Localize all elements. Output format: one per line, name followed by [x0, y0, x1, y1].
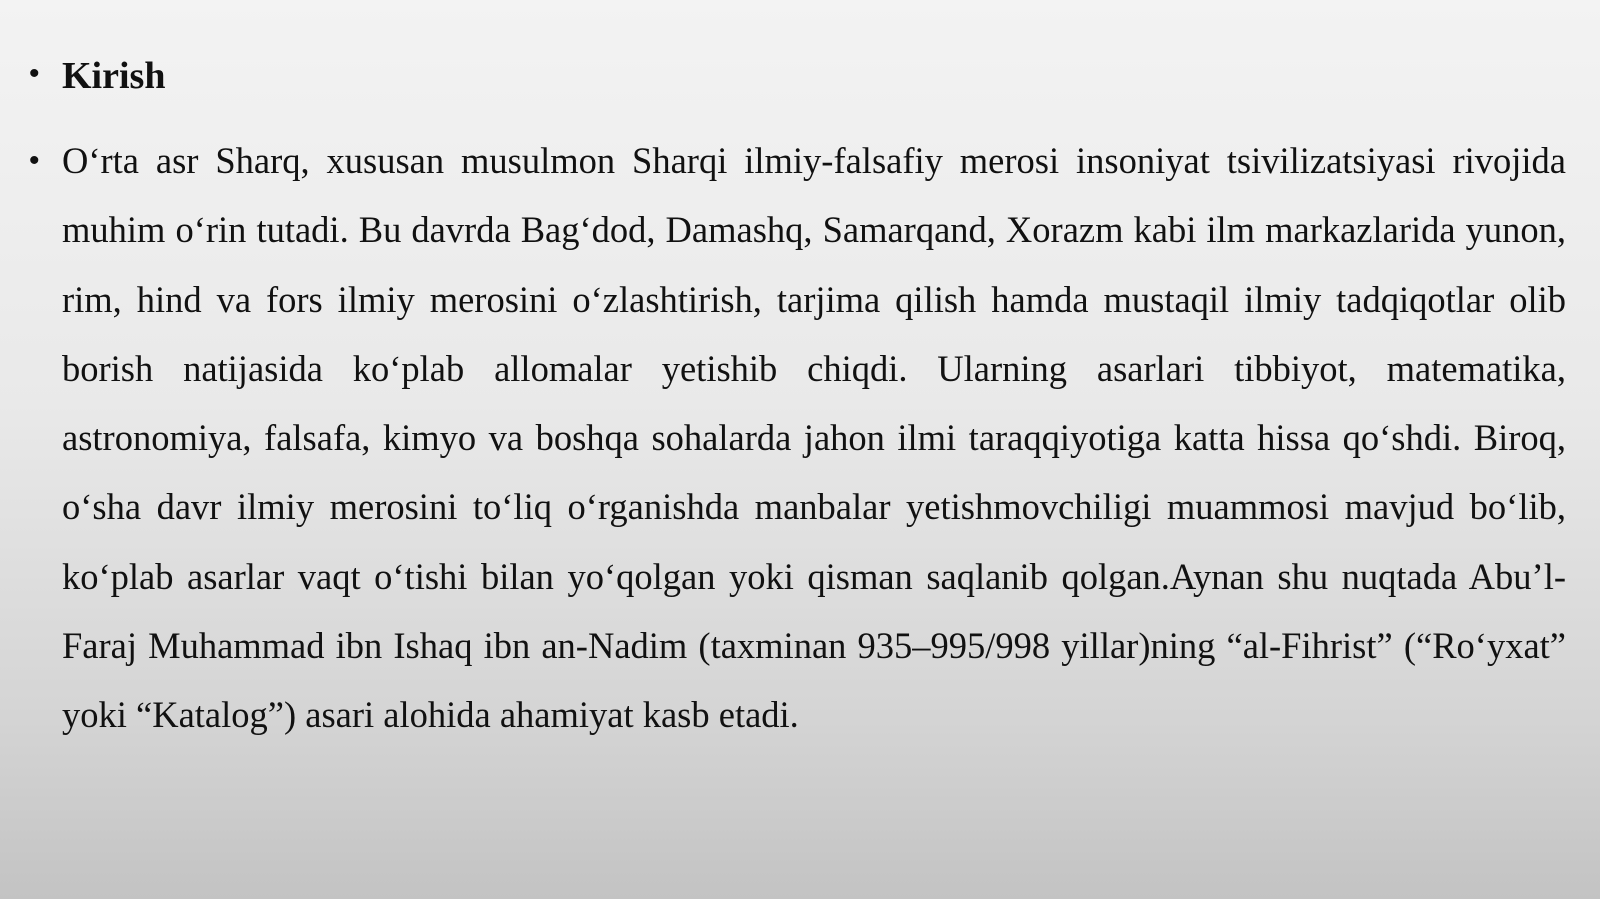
bullet-list [0, 48, 1600, 750]
bullet-item-heading [0, 48, 1600, 108]
body-paragraph: O‘rta asr Sharq, xususan musulmon Sharqi ilmiy-falsafiy merosi insoniyat tsivilizatsiyasi rivojida muhim o‘rin tutadi. Bu davrda Bag‘dod, Damashq, Samarqand, Xorazm kabi ilm markazlarida yunon, rim, hind va fors ilmiy merosini o‘zlashtirish, tarjima qilish hamda mustaqil ilmiy tadqiqotlar olib borish natijasida ko‘plab allomalar yetishib chiqdi. Ularning asarlari tibbiyot, matematika, astronomiya, falsafa, kimyo va boshqa sohalarda jahon ilmi taraqqiyotiga katta hissa qo‘shdi. Biroq, o‘sha davr ilmiy merosini to‘liq o‘rganishda manbalar yetishmovchiligi muammosi mavjud bo‘lib, ko‘plab asarlar vaqt o‘tishi bilan yo‘qolgan yoki qisman saqlanib qolgan.Aynan shu nuqtada Abu’l-Faraj Muhammad ibn Ishaq ibn an-Nadim (taxminan 935–995/998 yillar)ning “al-Fihrist” (“Ro‘yxat” yoki “Katalog”) asari alohida ahamiyat kasb etadi. [62, 140, 1566, 736]
bullet-icon: • [29, 144, 40, 177]
bullet-item-paragraph [0, 126, 1600, 750]
bullet-icon: • [29, 57, 40, 90]
slide-heading: Kirish [62, 55, 166, 97]
